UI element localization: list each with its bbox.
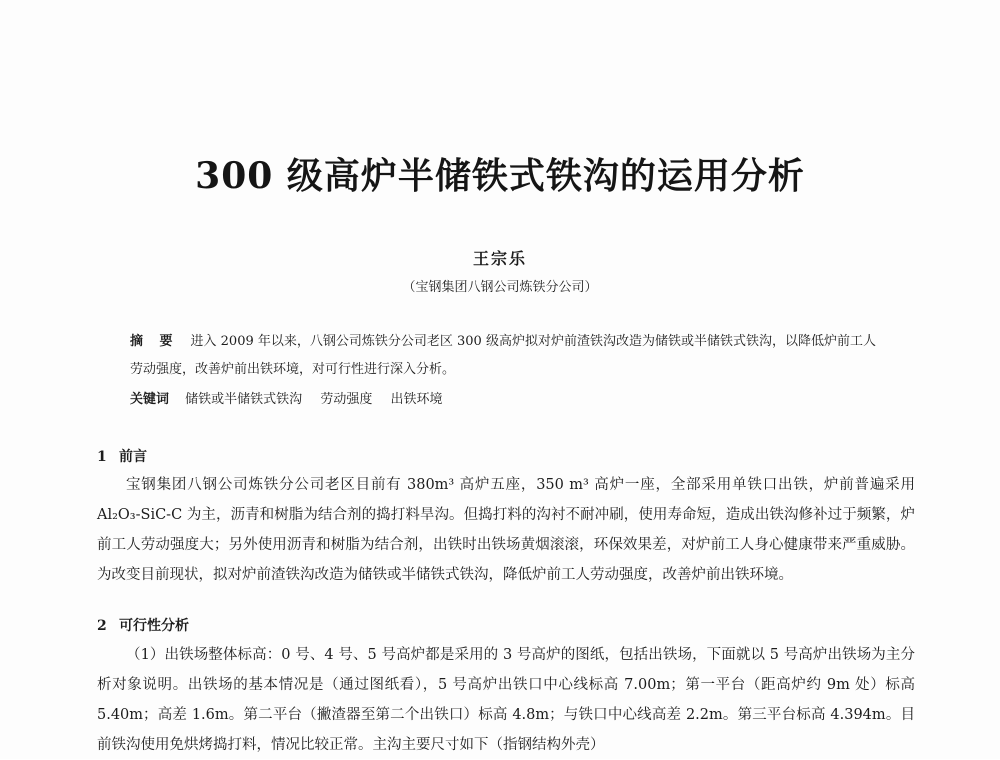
author-affiliation: （宝钢集团八钢公司炼铁分公司） bbox=[402, 280, 598, 295]
keyword-item: 出铁环境 bbox=[390, 392, 443, 407]
section-heading-feasibility bbox=[97, 615, 189, 635]
abstract-text: 进入 2009 年以来，八钢公司炼铁分公司老区 300 级高炉拟对炉前渣铁沟改造为储铁或半储铁式铁沟，以降低炉前工人劳动强度，改善炉前出铁环境，对可行性进行深入分析。 bbox=[130, 334, 876, 377]
author-name: 王宗乐 bbox=[472, 249, 527, 268]
keywords-block bbox=[130, 388, 882, 407]
abstract-block bbox=[130, 328, 882, 384]
section-paragraph-introduction: 宝钢集团八钢公司炼铁分公司老区目前有 380m³ 高炉五座，350 m³ 高炉一座，全部采用单铁口出铁，炉前普遍采用 Al₂O₃-SiC-C 为主，沥青和树脂为结合剂的捣打料旱沟。但捣打料的沟衬不耐冲刷，使用寿命短，造成出铁沟修补过于频繁，炉前工人劳动强度大；另外使用沥青和树脂为结合剂，出铁时出铁场黄烟滚滚，环保效果差，对炉前工人身心健康带来严重威胁。为改变目前现状，拟对炉前渣铁沟改造为储铁或半储铁式铁沟，降低炉前工人劳动强度，改善炉前出铁环境。 bbox=[97, 477, 915, 583]
section-title: 前言 bbox=[119, 449, 147, 465]
section-title: 可行性分析 bbox=[119, 618, 189, 634]
section-number: 2 bbox=[97, 618, 107, 634]
paper-title: 300 级高炉半储铁式铁沟的运用分析 bbox=[195, 155, 805, 197]
section-number: 1 bbox=[97, 449, 107, 465]
keywords-label: 关键词 bbox=[130, 392, 170, 407]
keyword-item: 储铁或半储铁式铁沟 bbox=[185, 392, 303, 407]
section-heading-introduction bbox=[97, 446, 147, 466]
keyword-item: 劳动强度 bbox=[320, 392, 373, 407]
abstract-label: 摘 要 bbox=[130, 334, 179, 349]
section-paragraph-feasibility: （1）出铁场整体标高：0 号、4 号、5 号高炉都是采用的 3 号高炉的图纸，包括出铁场，下面就以 5 号高炉出铁场为主分析对象说明。出铁场的基本情况是（通过图纸看），5 号高炉出铁口中心线标高 7.00m；第一平台（距高炉约 9m 处）标高 5.40m；高差 1.6m。第二平台（撇渣器至第二个出铁口）标高 4.8m；与铁口中心线高差 2.2m。第三平台标高 4.394m。目前铁沟使用免烘烤捣打料，情况比较正常。主沟主要尺寸如下（指钢结构外壳） bbox=[97, 647, 915, 753]
